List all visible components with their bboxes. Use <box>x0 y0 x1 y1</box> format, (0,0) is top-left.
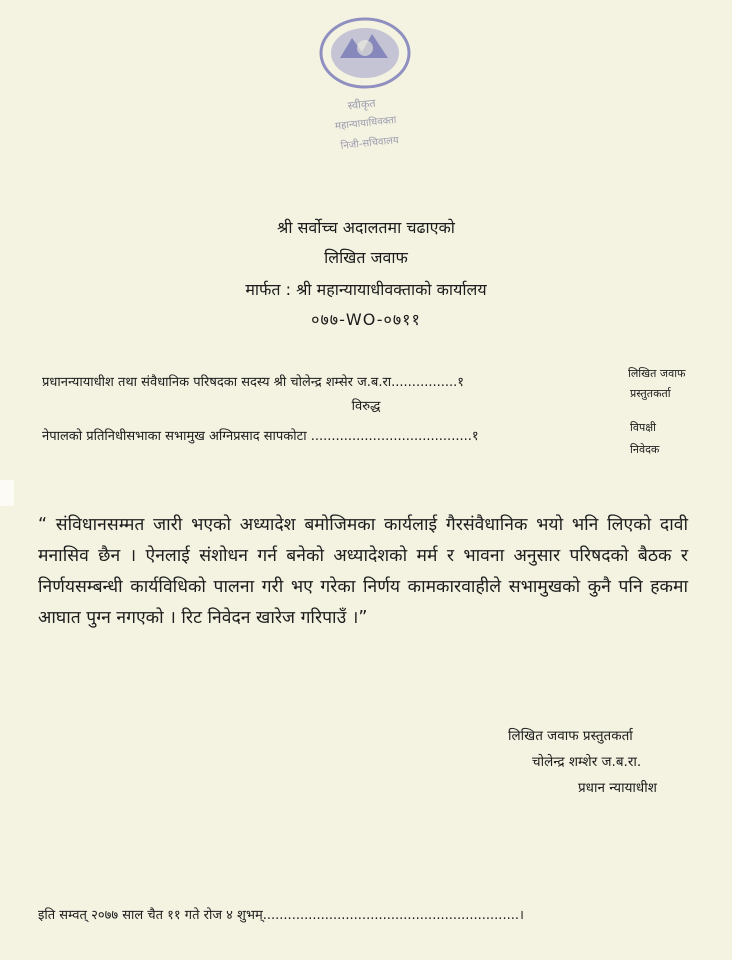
svg-text:महान्यायाधिवक्ता: महान्यायाधिवक्ता <box>334 114 397 133</box>
page-edge-mark <box>0 480 14 506</box>
date-footer: इति सम्वत् २०७७ साल चैत ११ गते रोज ४ शुभम्..............................................................। <box>38 908 524 923</box>
case-number: ०७७-WO-०७११ <box>311 310 421 329</box>
signature-title: लिखित जवाफ प्रस्तुतकर्ता <box>508 728 633 744</box>
versus-label: विरुद्ध <box>351 399 381 414</box>
quoted-response-text: “ संविधानसम्मत जारी भएको अध्यादेश बमोजिमका कार्यलाई गैरसंवैधानिक भयो भनि लिएको दावी मनासिव छैन । ऐनलाई संशोधन गर्न बनेको अध्यादेशको मर्म र भावना अनुसार परिषदको बैठक र निर्णयसम्बन्धी कार्यविधिको पालना गरी भए गरेका निर्णय कामकारवाहीले सभामुखको कुनै पनि हकमा आघात पुग्न नगएको । रिट निवेदन खारेज गरिपाउँ ।” <box>38 515 688 628</box>
court-heading: श्री सर्वोच्च अदालतमा चढाएको <box>277 218 455 237</box>
svg-text:स्वीकृत: स्वीकृत <box>347 96 377 113</box>
respondent-role-1: लिखित जवाफ <box>628 367 686 380</box>
petitioner-party: नेपालको प्रतिनिधीसभाका सभामुख अग्निप्रसाद सापकोटा .......................................१ <box>42 429 479 444</box>
document-type: लिखित जवाफ <box>324 248 408 267</box>
svg-text:निजी-सचिवालय: निजी-सचिवालय <box>340 135 400 153</box>
petitioner-role-2: निवेदक <box>630 443 660 456</box>
via-office: मार्फत : श्री महान्यायाधीवक्ताको कार्यालय <box>245 280 487 299</box>
office-seal-stamp <box>290 8 440 158</box>
signature-name: चोलेन्द्र शम्शेर ज.ब.रा. <box>532 754 642 770</box>
petitioner-role-1: विपक्षी <box>630 421 656 434</box>
respondent-role-2: प्रस्तुतकर्ता <box>630 387 671 400</box>
respondent-party: प्रधानन्यायाधीश तथा संवैधानिक परिषदका सदस्य श्री चोलेन्द्र शम्सेर ज.ब.रा................१ <box>42 375 465 390</box>
signature-position: प्रधान न्यायाधीश <box>578 780 657 796</box>
